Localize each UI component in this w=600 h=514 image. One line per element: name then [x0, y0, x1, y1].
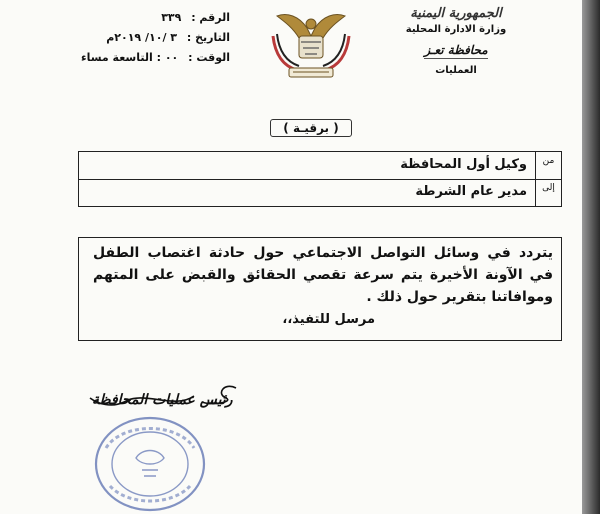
- date-row: [30, 28, 230, 48]
- ministry-name: وزارة الادارة المحلية: [405, 24, 507, 35]
- to-label: إلى: [535, 179, 561, 207]
- reference-number-value: ٣٣٩: [161, 11, 182, 24]
- message-sendoff: مرسل للتفيذ،،: [282, 312, 375, 327]
- from-row: [79, 152, 561, 180]
- reference-number-label: الرقم :: [191, 11, 230, 24]
- message-text: يتردد في وسائل التواصل الاجتماعي حول حادثة اغتصاب الطفل في الآونة الأخيرة يتم سرعة تقصي الحقائق والقبض على المتهم وموافاتنا بتقرير حول ذلك .: [93, 245, 553, 305]
- date-value: ٣ /١٠/ ٢٠١٩م: [106, 31, 178, 44]
- date-label: التاريخ :: [186, 31, 230, 44]
- official-stamp: [92, 408, 208, 514]
- reference-number-row: [30, 8, 230, 28]
- time-value: ٠٠ : التاسعة مساء: [80, 51, 179, 64]
- from-label: من: [535, 152, 561, 179]
- page-edge-shadow: [582, 0, 600, 514]
- time-row: [30, 48, 230, 68]
- issuing-authority-block: [386, 6, 526, 76]
- to-value: مدير عام الشرطة: [415, 184, 527, 199]
- message-body: [78, 237, 562, 341]
- from-value: وكيل أول المحافظة: [400, 157, 527, 172]
- address-table: [78, 151, 562, 207]
- time-label: الوقت :: [188, 51, 230, 64]
- document-title: ( برقيـة ): [270, 119, 352, 137]
- yemen-eagle-emblem: [263, 6, 359, 84]
- signatory-title: رئيس عمليات المحافظة: [92, 392, 233, 408]
- reference-block: [30, 8, 230, 68]
- republic-name: الجمهورية اليمنية: [410, 6, 502, 21]
- governorate-name: محافظة تعـز: [424, 43, 488, 57]
- to-row: [79, 179, 561, 207]
- department-name: العمليات: [435, 65, 477, 76]
